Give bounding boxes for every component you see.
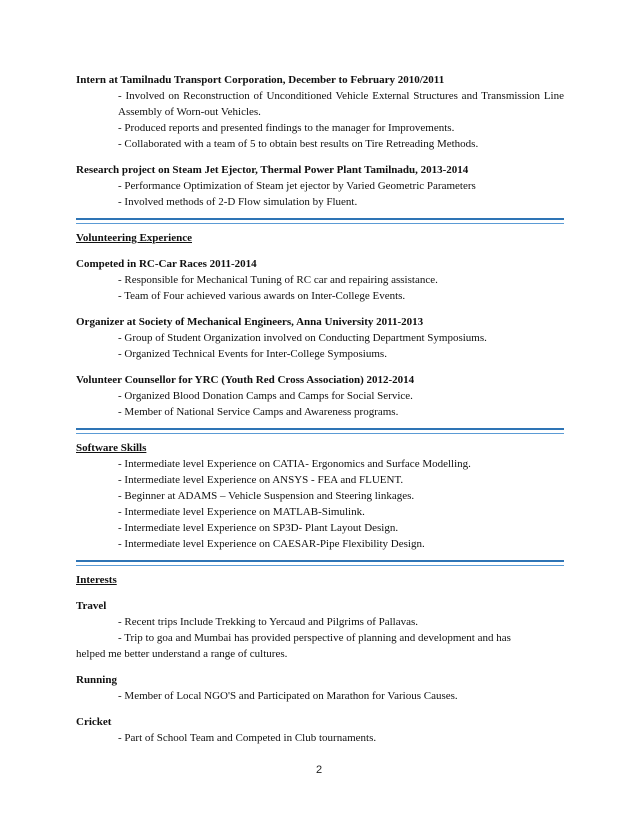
volunteer-item: - Responsible for Mechanical Tuning of RC car and repairing assistance. <box>118 274 438 286</box>
software-heading: Software Skills <box>76 442 147 454</box>
software-item: - Intermediate level Experience on ANSYS - FEA and FLUENT. <box>118 474 404 486</box>
cricket-item: - Part of School Team and Competed in Club tournaments. <box>118 732 377 744</box>
software-item: - Intermediate level Experience on SP3D- Plant Layout Design. <box>118 522 399 534</box>
travel-title: Travel <box>76 600 107 612</box>
running-item: - Member of Local NGO'S and Participated on Marathon for Various Causes. <box>118 690 458 702</box>
intern-item: - Collaborated with a team of 5 to obtain best results on Tire Retreading Methods. <box>118 138 479 150</box>
intern-item: - Produced reports and presented findings to the manager for Improvements. <box>118 122 455 134</box>
interests-heading: Interests <box>76 574 117 586</box>
software-item: - Beginner at ADAMS – Vehicle Suspension and Steering linkages. <box>118 490 415 502</box>
resume-page <box>76 72 564 746</box>
volunteer-group-title: Volunteer Counsellor for YRC (Youth Red Cross Association) 2012-2014 <box>76 374 415 386</box>
research-item: - Performance Optimization of Steam jet ejector by Varied Geometric Parameters <box>118 180 476 192</box>
volunteer-item: - Group of Student Organization involved on Conducting Department Symposiums. <box>118 332 487 344</box>
section-divider <box>76 218 564 224</box>
travel-item: - Trip to goa and Mumbai has provided perspective of planning and development and has <box>118 632 511 644</box>
running-title: Running <box>76 674 117 686</box>
research-title: Research project on Steam Jet Ejector, Thermal Power Plant Tamilnadu, 2013-2014 <box>76 164 469 176</box>
section-divider <box>76 560 564 566</box>
volunteer-group-title: Organizer at Society of Mechanical Engineers, Anna University 2011-2013 <box>76 316 424 328</box>
volunteer-item: - Organized Technical Events for Inter-College Symposiums. <box>118 348 387 360</box>
cricket-title: Cricket <box>76 716 112 728</box>
volunteer-item: - Team of Four achieved various awards on Inter-College Events. <box>118 290 406 302</box>
volunteer-group-title: Competed in RC-Car Races 2011-2014 <box>76 258 257 270</box>
software-item: - Intermediate level Experience on MATLAB-Simulink. <box>118 506 365 518</box>
intern-item: - Involved on Reconstruction of Unconditioned Vehicle External Structures and Transmission Line Assembly of Worn-out Vehicles. <box>118 90 564 118</box>
volunteer-item: - Member of National Service Camps and Awareness programs. <box>118 406 399 418</box>
volunteering-heading: Volunteering Experience <box>76 232 192 244</box>
page-number: 2 <box>315 764 323 776</box>
research-item: - Involved methods of 2-D Flow simulation by Fluent. <box>118 196 358 208</box>
travel-item-continued: helped me better understand a range of cultures. <box>76 648 288 660</box>
volunteer-item: - Organized Blood Donation Camps and Camps for Social Service. <box>118 390 413 402</box>
travel-item: - Recent trips Include Trekking to Yercaud and Pilgrims of Pallavas. <box>118 616 419 628</box>
section-divider <box>76 428 564 434</box>
software-item: - Intermediate level Experience on CAESAR-Pipe Flexibility Design. <box>118 538 425 550</box>
intern-title: Intern at Tamilnadu Transport Corporation, December to February 2010/2011 <box>76 74 445 86</box>
software-item: - Intermediate level Experience on CATIA- Ergonomics and Surface Modelling. <box>118 458 471 470</box>
